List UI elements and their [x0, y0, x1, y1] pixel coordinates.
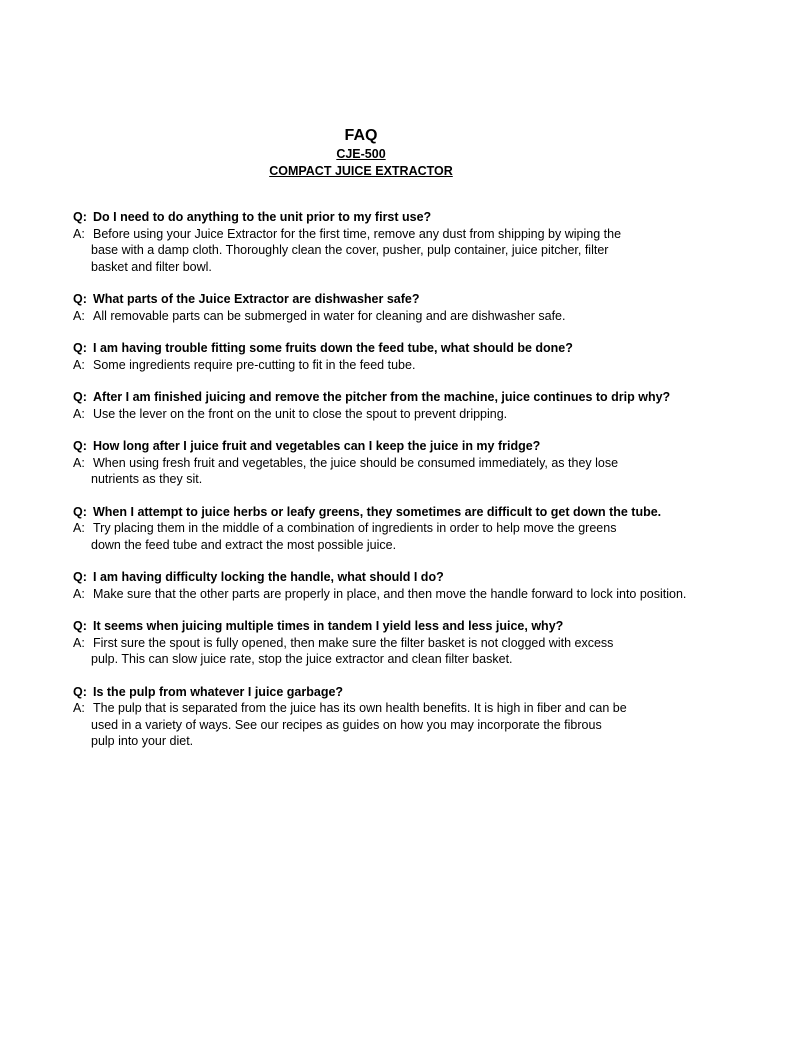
answer-text: down the feed tube and extract the most possible juice.	[91, 537, 397, 552]
answer-line	[73, 717, 773, 734]
question-text: Do I need to do anything to the unit prior to my first use?	[93, 210, 432, 224]
answer-text: When using fresh fruit and vegetables, the juice should be consumed immediately, as they lose	[93, 455, 619, 470]
answer-line	[73, 586, 773, 603]
answer-prefix: A:	[73, 357, 85, 372]
answer-prefix: A:	[73, 521, 85, 535]
answer-prefix: A:	[73, 455, 85, 470]
faq-answer	[73, 226, 773, 276]
answer-text: Some ingredients require pre-cutting to fit in the feed tube.	[93, 357, 416, 372]
answer-line	[73, 406, 773, 423]
answer-line	[73, 700, 773, 717]
answer-text: pulp. This can slow juice rate, stop the juice extractor and clean filter basket.	[91, 652, 513, 666]
answer-text: The pulp that is separated from the juice has its own health benefits. It is high in fiber and can be	[93, 701, 627, 715]
faq-question	[73, 504, 773, 521]
question-text: Is the pulp from whatever I juice garbage?	[93, 684, 344, 699]
faq-answer	[73, 586, 773, 603]
answer-text: Make sure that the other parts are properly in place, and then move the handle forward to lock into position.	[93, 586, 687, 601]
question-text: It seems when juicing multiple times in tandem I yield less and less juice, why?	[93, 619, 564, 633]
question-text: After I am finished juicing and remove the pitcher from the machine, juice continues to drip why?	[93, 390, 671, 404]
faq-item	[73, 340, 773, 373]
faq-question	[73, 209, 773, 226]
answer-prefix: A:	[73, 406, 85, 421]
answer-prefix: A:	[73, 635, 85, 650]
answer-text: Try placing them in the middle of a combination of ingredients in order to help move the greens	[93, 521, 617, 535]
question-text: What parts of the Juice Extractor are dishwasher safe?	[93, 292, 420, 306]
answer-line	[73, 308, 773, 325]
question-prefix: Q:	[73, 210, 87, 224]
faq-answer	[73, 635, 773, 668]
question-text: I am having trouble fitting some fruits down the feed tube, what should be done?	[93, 341, 573, 355]
faq-item	[73, 569, 773, 602]
faq-item	[73, 209, 773, 275]
question-prefix: Q:	[73, 570, 87, 584]
answer-line	[73, 733, 773, 750]
answer-line	[73, 226, 773, 243]
answer-text: First sure the spout is fully opened, then make sure the filter basket is not clogged with excess	[93, 635, 614, 650]
faq-answer	[73, 406, 773, 423]
answer-text: Use the lever on the front on the unit to close the spout to prevent dripping.	[93, 406, 508, 421]
answer-line	[73, 242, 773, 259]
faq-question	[73, 291, 773, 308]
faq-question	[73, 684, 773, 701]
question-text: How long after I juice fruit and vegetables can I keep the juice in my fridge?	[93, 439, 541, 453]
answer-line	[73, 357, 773, 374]
answer-text: All removable parts can be submerged in water for cleaning and are dishwasher safe.	[93, 308, 566, 323]
faq-list	[73, 209, 773, 766]
faq-item	[73, 684, 773, 750]
answer-text: nutrients as they sit.	[91, 472, 203, 486]
page-title: FAQ	[344, 127, 378, 144]
faq-answer	[73, 520, 773, 553]
faq-question	[73, 340, 773, 357]
faq-answer	[73, 455, 773, 488]
faq-question	[73, 618, 773, 635]
faq-item	[73, 291, 773, 324]
answer-line	[73, 635, 773, 652]
answer-line	[73, 455, 773, 472]
faq-item	[73, 438, 773, 488]
question-prefix: Q:	[73, 390, 87, 404]
faq-answer	[73, 357, 773, 374]
faq-answer	[73, 308, 773, 325]
answer-line	[73, 259, 773, 276]
answer-text: pulp into your diet.	[91, 734, 194, 748]
answer-line	[73, 537, 773, 554]
faq-question	[73, 389, 773, 406]
product-name: COMPACT JUICE EXTRACTOR	[269, 164, 453, 178]
faq-answer	[73, 700, 773, 750]
question-prefix: Q:	[73, 684, 87, 699]
document-header	[0, 126, 722, 180]
question-prefix: Q:	[73, 619, 87, 633]
answer-line	[73, 520, 773, 537]
answer-prefix: A:	[73, 308, 85, 323]
question-text: I am having difficulty locking the handle, what should I do?	[93, 570, 444, 584]
question-prefix: Q:	[73, 292, 87, 306]
question-text: When I attempt to juice herbs or leafy greens, they sometimes are difficult to get down the tube.	[93, 504, 662, 519]
answer-line	[73, 471, 773, 488]
question-prefix: Q:	[73, 439, 87, 453]
faq-question	[73, 438, 773, 455]
answer-text: base with a damp cloth. Thoroughly clean the cover, pusher, pulp container, juice pitcher, filter	[91, 243, 609, 257]
faq-item	[73, 504, 773, 554]
answer-text: basket and filter bowl.	[91, 259, 212, 274]
question-prefix: Q:	[73, 341, 87, 355]
answer-line	[73, 651, 773, 668]
faq-item	[73, 389, 773, 422]
model-number: CJE-500	[336, 147, 386, 161]
answer-text: Before using your Juice Extractor for the first time, remove any dust from shipping by wiping the	[93, 226, 622, 241]
faq-item	[73, 618, 773, 668]
question-prefix: Q:	[73, 504, 87, 519]
faq-question	[73, 569, 773, 586]
answer-prefix: A:	[73, 586, 85, 601]
answer-prefix: A:	[73, 701, 85, 715]
answer-prefix: A:	[73, 226, 85, 241]
answer-text: used in a variety of ways. See our recipes as guides on how you may incorporate the fibrous	[91, 717, 602, 732]
